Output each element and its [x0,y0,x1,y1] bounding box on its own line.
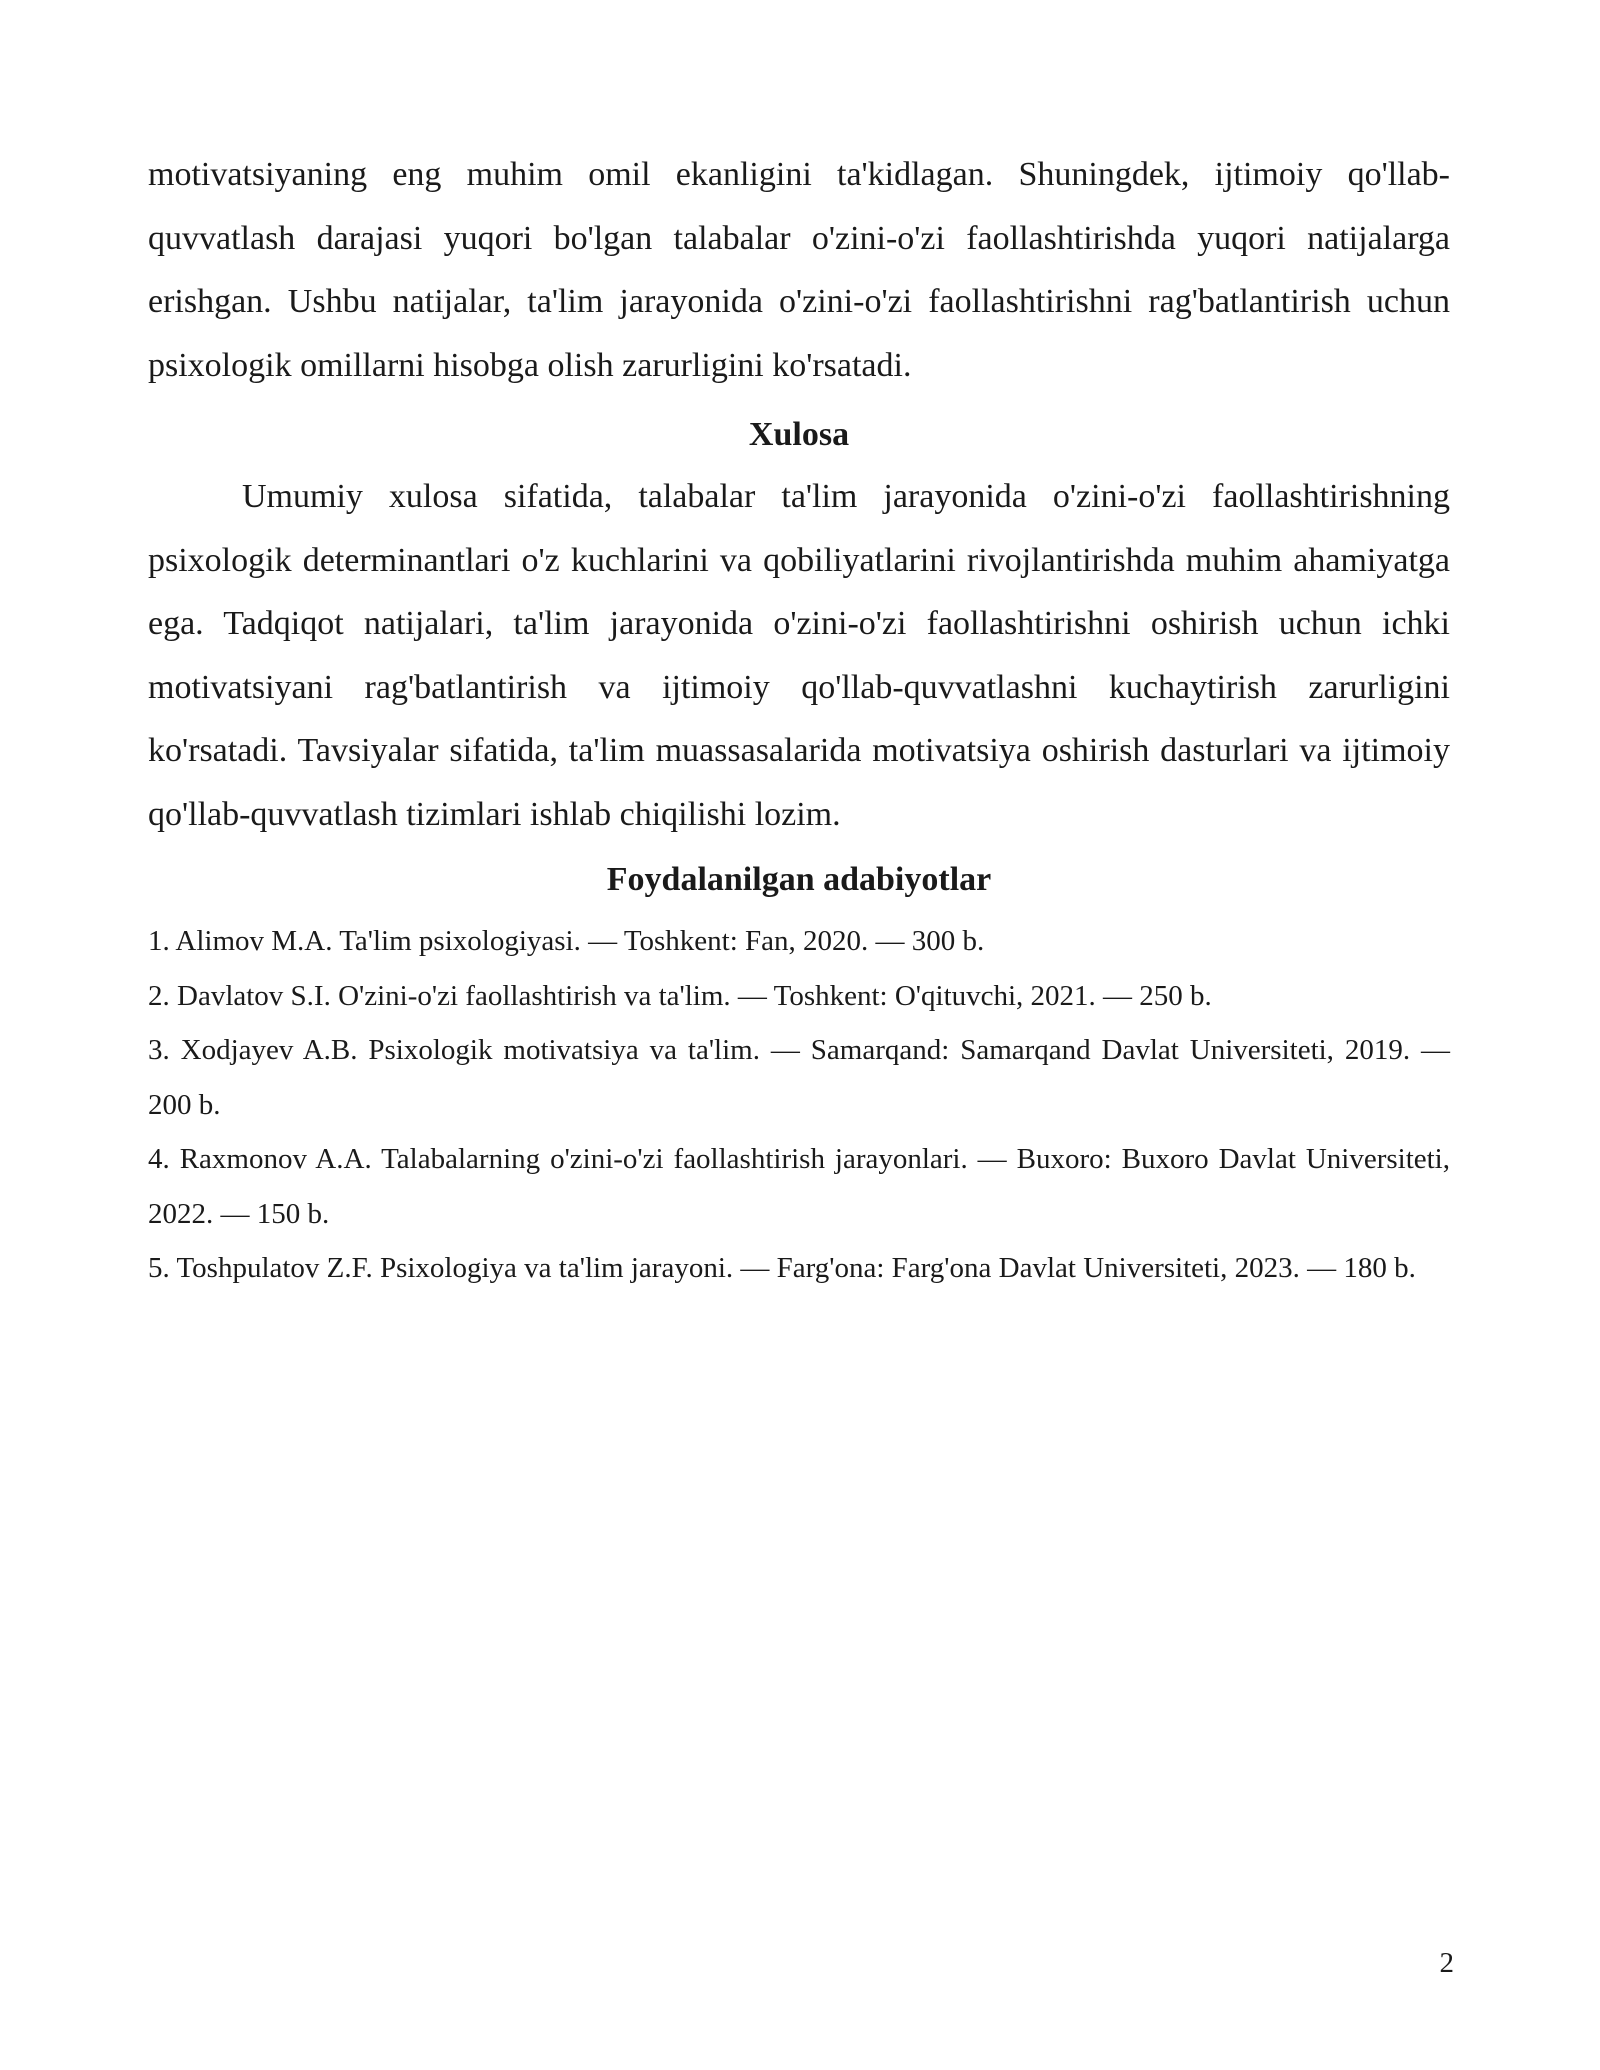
reference-item: 4. Raxmonov A.A. Talabalarning o'zini-o'zi faollashtirish jarayonlari. — Buxoro: Buxoro Davlat Universiteti, 2022. — 150 b. [148,1143,1450,1230]
reference-item: 1. Alimov M.A. Ta'lim psixologiyasi. — Toshkent: Fan, 2020. — 300 b. [148,925,985,957]
references-list [148,914,1450,1296]
page-content [148,143,1450,1296]
intro-paragraph: motivatsiyaning eng muhim omil ekanligini ta'kidlagan. Shuningdek, ijtimoiy qo'llab-quvvatlash darajasi yuqori bo'lgan talabalar o'zini-o'zi faollashtirishda yuqori natijalarga erishgan. Ushbu natijalar, ta'lim jarayonida o'zini-o'zi faollashtirishni rag'batlantirish uchun psixologik omillarni hisobga olish zarurligini ko'rsatadi. [148,156,1450,384]
reference-item: 5. Toshpulatov Z.F. Psixologiya va ta'lim jarayoni. — Farg'ona: Farg'ona Davlat Universiteti, 2023. — 180 b. [148,1252,1416,1284]
page-number: 2 [1439,1947,1454,1979]
conclusion-paragraph: Umumiy xulosa sifatida, talabalar ta'lim jarayonida o'zini-o'zi faollashtirishning psixologik determinantlari o'z kuchlarini va qobiliyatlarini rivojlantirishda muhim ahamiyatga ega. Tadqiqot natijalari, ta'lim jarayonida o'zini-o'zi faollashtirishni oshirish uchun ichki motivatsiyani rag'batlantirish va ijtimoiy qo'llab-quvvatlashni kuchaytirish zarurligini ko'rsatadi. Tavsiyalar sifatida, ta'lim muassasalarida motivatsiya oshirish dasturlari va ijtimoiy qo'llab-quvvatlash tizimlari ishlab chiqilishi lozim. [148,478,1450,833]
reference-item: 3. Xodjayev A.B. Psixologik motivatsiya va ta'lim. — Samarqand: Samarqand Davlat Universiteti, 2019. — 200 b. [148,1034,1450,1121]
conclusion-heading: Xulosa [748,416,850,453]
reference-item: 2. Davlatov S.I. O'zini-o'zi faollashtirish va ta'lim. — Toshkent: O'qituvchi, 2021. — 250 b. [148,979,1212,1012]
references-heading: Foydalanilgan adabiyotlar [606,861,992,898]
